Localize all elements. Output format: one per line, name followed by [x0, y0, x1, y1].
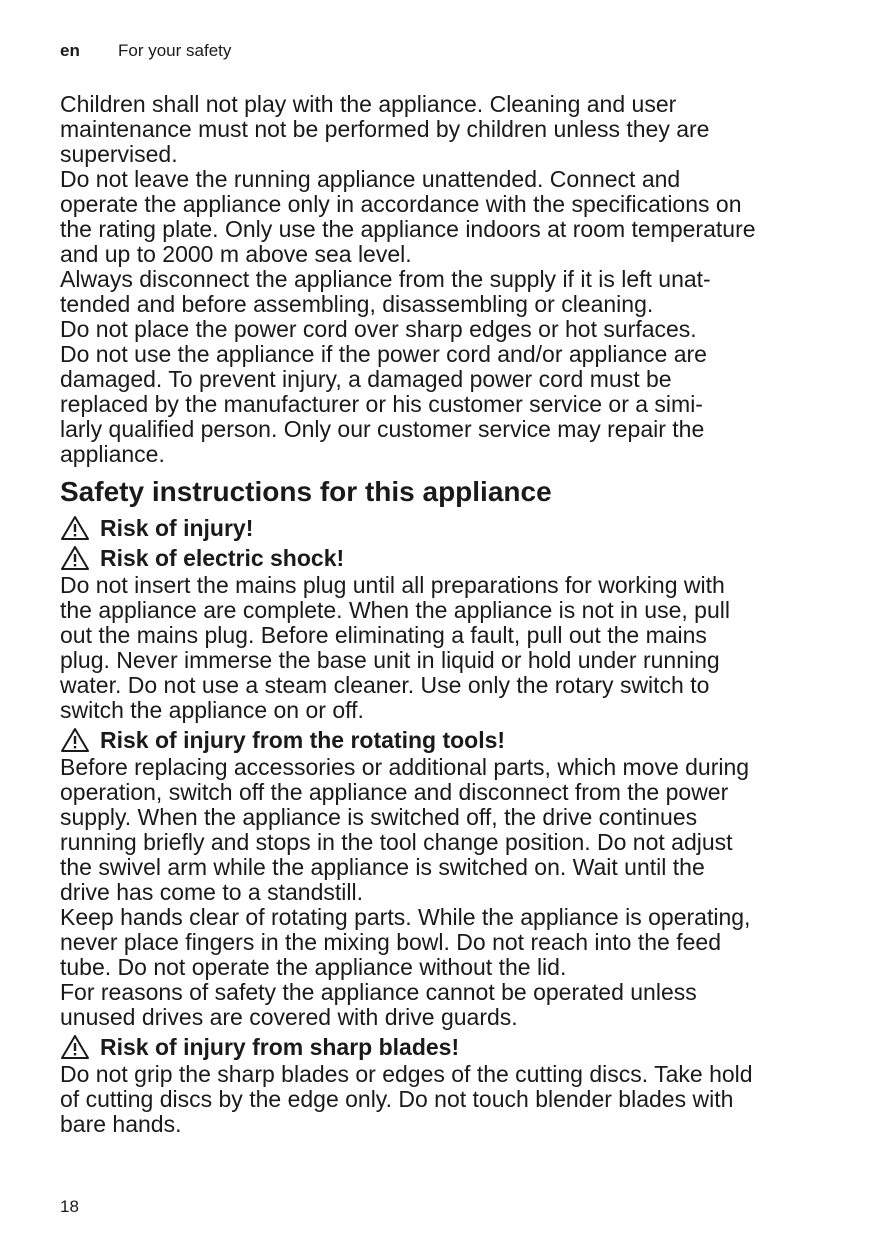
intro-paragraph: Do not leave the running appliance unattended. Connect and operate the appliance only in accordance with the specifications on the rating plate. Only use the appliance indoors at room temperature and up to 2000 m above sea level. [60, 166, 756, 267]
warning-triangle-icon [60, 1034, 90, 1060]
warning-heading [60, 1034, 830, 1060]
page-header [60, 40, 231, 62]
warning-heading [60, 727, 830, 753]
intro-paragraph: Do not place the power cord over sharp edges or hot surfaces. [60, 316, 697, 342]
warning-paragraph: For reasons of safety the appliance cannot be operated unless unused drives are covered with drive guards. [60, 979, 697, 1030]
warning-title: Risk of injury from sharp blades! [100, 1034, 460, 1060]
warning-paragraph: Do not insert the mains plug until all preparations for working with the appliance are complete. When the appliance is not in use, pull out the mains plug. Before eliminating a fault, pull out the mains plug. Never immerse the base unit in liquid or hold under running water. Do not use a steam cleaner. Use only the rotary switch to switch the appliance on or off. [60, 572, 730, 723]
page-content [60, 92, 830, 1137]
section-heading: Safety instructions for this appliance [60, 476, 552, 507]
intro-paragraph: Children shall not play with the appliance. Cleaning and user maintenance must not be performed by children unless they are supervised. [60, 91, 710, 167]
intro-paragraph: Always disconnect the appliance from the supply if it is left unat- tended and before assembling, disassembling or cleaning. [60, 266, 711, 317]
warning-paragraph: Keep hands clear of rotating parts. While the appliance is operating, never place fingers in the mixing bowl. Do not reach into the feed tube. Do not operate the appliance without the lid. [60, 904, 751, 980]
warning-triangle-icon [60, 727, 90, 753]
warning-title: Risk of injury! [100, 515, 254, 541]
warning-title: Risk of electric shock! [100, 545, 345, 571]
warning-triangle-icon [60, 515, 90, 541]
intro-paragraph: Do not use the appliance if the power cord and/or appliance are damaged. To prevent injury, a damaged power cord must be replaced by the manufacturer or his customer service or a simi- larly qualified person. Only our customer service may repair the appliance. [60, 341, 707, 467]
warning-triangle-icon [60, 545, 90, 571]
warning-paragraph: Before replacing accessories or additional parts, which move during operation, switch off the appliance and disconnect from the power supply. When the appliance is switched off, the drive continues running briefly and stops in the tool change position. Do not adjust the swivel arm while the appliance is switched on. Wait until the drive has come to a standstill. [60, 754, 750, 905]
warning-heading [60, 545, 830, 571]
language-code: en [60, 41, 80, 60]
header-section-title: For your safety [118, 41, 232, 60]
warning-title: Risk of injury from the rotating tools! [100, 727, 506, 753]
warning-paragraph: Do not grip the sharp blades or edges of the cutting discs. Take hold of cutting discs by the edge only. Do not touch blender blades with bare hands. [60, 1061, 753, 1137]
page-number: 18 [60, 1197, 79, 1216]
warning-heading [60, 515, 830, 541]
